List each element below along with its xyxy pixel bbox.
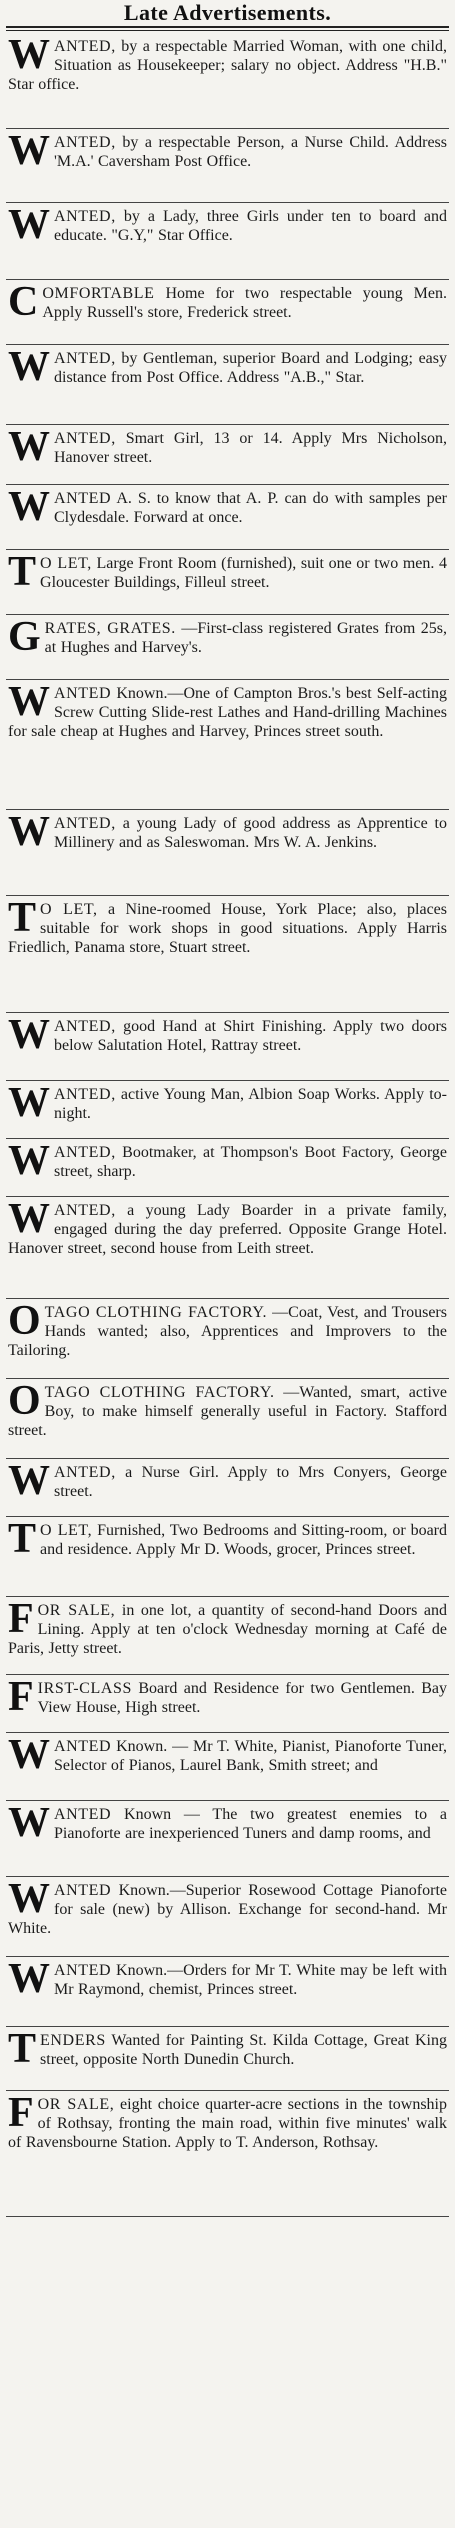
drop-cap: W [8, 1139, 50, 1184]
advertisement-lead: OR SALE, [37, 2096, 115, 2113]
advertisement-lead: OR SALE, [37, 1602, 116, 1619]
advertisement-lead: O LET, [40, 555, 92, 572]
advertisement-text [8, 680, 447, 741]
advertisement-text [8, 1597, 447, 1658]
advertisement-lead: ANTED [54, 1738, 112, 1755]
advertisement-text [8, 1877, 447, 1938]
advertisement [6, 810, 449, 896]
page-title: Late Advertisements. [123, 0, 332, 25]
advertisement-lead: ENDERS [40, 2032, 106, 2049]
advertisement-body: Wanted for Painting St. Kilda Cottage, Great King street, opposite North Dunedin Church. [40, 2032, 447, 2068]
drop-cap: W [8, 1877, 50, 1922]
advertisement [6, 1517, 449, 1597]
advertisement-body: A. S. to know that A. P. can do with samples per Clydesdale. Forward at once. [54, 490, 447, 526]
advertisement-text [8, 203, 447, 248]
drop-cap: W [8, 345, 50, 390]
advertisement [6, 1877, 449, 1957]
advertisement [6, 425, 449, 485]
advertisement-text [8, 1013, 447, 1058]
advertisement-text [8, 129, 447, 174]
advertisement [6, 1299, 449, 1379]
advertisement-text [8, 896, 447, 957]
advertisement [6, 2091, 449, 2217]
drop-cap: W [8, 1197, 50, 1242]
advertisement [6, 1801, 449, 1877]
advertisement-lead: O LET, [40, 1522, 93, 1539]
advertisement-body: Known.—One of Campton Bros.'s best Self-acting Screw Cutting Slide-rest Lathes and Hand-drilling Machines for sale cheap at Hughes and Harvey, Princes street south. [8, 685, 447, 740]
advertisement [6, 280, 449, 345]
drop-cap: G [8, 615, 41, 660]
advertisement [6, 896, 449, 1013]
advertisement-text [8, 345, 447, 390]
drop-cap: C [8, 280, 39, 325]
advertisement [6, 1081, 449, 1139]
advertisement-text [8, 1517, 447, 1562]
advertisement-body: a Nurse Girl. Apply to Mrs Conyers, George street. [54, 1464, 447, 1500]
advertisement [6, 1197, 449, 1299]
advertisement-text [8, 1139, 447, 1184]
advertisement-lead: ANTED, [54, 134, 116, 151]
advertisement-list [6, 33, 449, 2217]
advertisement-text [8, 1197, 447, 1258]
advertisement-text [8, 485, 447, 530]
advertisement-body: by a respectable Married Woman, with one child, Situation as Housekeeper; salary no object. Address "H.B." Star office. [8, 38, 447, 93]
advertisement-body: Bootmaker, at Thompson's Boot Factory, George street, sharp. [54, 1144, 447, 1180]
advertisement [6, 1013, 449, 1081]
advertisement [6, 33, 449, 129]
advertisement [6, 1957, 449, 2027]
header-divider [6, 26, 449, 31]
drop-cap: W [8, 1013, 50, 1058]
advertisement [6, 1379, 449, 1459]
advertisement-lead: ANTED [54, 1882, 112, 1899]
advertisement-lead: ANTED, [54, 38, 116, 55]
advertisement-text [8, 2091, 447, 2152]
advertisement-body: Known.—Superior Rosewood Cottage Pianoforte for sale (new) by Allison. Exchange for second-hand. Mr White. [8, 1882, 447, 1937]
advertisement-text [8, 615, 447, 660]
advertisement-lead: ANTED, [54, 1086, 116, 1103]
drop-cap: W [8, 129, 50, 174]
advertisement-lead: O LET, [40, 901, 98, 918]
advertisement-body: Board and Residence for two Gentlemen. Bay View House, High street. [37, 1680, 447, 1716]
drop-cap: T [8, 1517, 37, 1562]
advertisement-body: Home for two respectable young Men. Apply Russell's store, Frederick street. [42, 285, 447, 321]
advertisement-body: a young Lady Boarder in a private family, engaged during the day preferred. Opposite Grange Hotel. Hanover street, second house from Leith street. [8, 1202, 447, 1257]
advertisement-lead: IRST-CLASS [37, 1680, 132, 1697]
advertisement [6, 345, 449, 425]
advertisement-lead: TAGO CLOTHING FACTORY. [44, 1304, 268, 1321]
advertisement-text [8, 1957, 447, 2002]
advertisement [6, 1597, 449, 1675]
advertisement-body: by a Lady, three Girls under ten to board and educate. "G.Y," Star Office. [54, 208, 447, 244]
advertisement [6, 1459, 449, 1517]
advertisement-body: Known. — Mr T. White, Pianist, Pianoforte Tuner, Selector of Pianos, Laurel Bank, Smith street; and [54, 1738, 447, 1774]
drop-cap: W [8, 425, 50, 470]
advertisement-body: Large Front Room (furnished), suit one or two men. 4 Gloucester Buildings, Filleul street. [40, 555, 447, 591]
advertisement-lead: ANTED, [54, 430, 116, 447]
drop-cap: W [8, 1957, 50, 2002]
advertisement-lead: ANTED, [54, 1202, 116, 1219]
advertisement-text [8, 1379, 447, 1440]
advertisement-body: by a respectable Person, a Nurse Child. Address 'M.A.' Caversham Post Office. [54, 134, 447, 170]
advertisement-lead: ANTED [54, 490, 112, 507]
drop-cap: O [8, 1299, 41, 1344]
advertisement-body: by Gentleman, superior Board and Lodging; easy distance from Post Office. Address "A.B.," Star. [54, 350, 447, 386]
drop-cap: F [8, 1675, 34, 1720]
advertisement-body: —First-class registered Grates from 25s, at Hughes and Harvey's. [44, 620, 447, 656]
advertisement [6, 2027, 449, 2091]
advertisement-text [8, 1299, 447, 1360]
advertisement-text [8, 1675, 447, 1720]
advertisement-text [8, 425, 447, 470]
advertisement-body: good Hand at Shirt Finishing. Apply two doors below Salutation Hotel, Rattray street. [54, 1018, 447, 1054]
advertisement-lead: ANTED, [54, 350, 116, 367]
advertisement-lead: ANTED [54, 1806, 112, 1823]
advertisement-text [8, 810, 447, 855]
advertisement-lead: OMFORTABLE [42, 285, 155, 302]
advertisement-body: Smart Girl, 13 or 14. Apply Mrs Nicholson, Hanover street. [54, 430, 447, 466]
advertisement-body: a Nine-roomed House, York Place; also, places suitable for work shops in good situations. Apply Harris Friedlich, Panama store, Stuart street. [8, 901, 447, 956]
advertisement [6, 1733, 449, 1801]
advertisement-body: —Coat, Vest, and Trousers Hands wanted; also, Apprentices and Improvers to the Tailoring. [8, 1304, 447, 1359]
advertisement [6, 1675, 449, 1733]
advertisement-text [8, 550, 447, 595]
advertisement-lead: ANTED [54, 1962, 112, 1979]
advertisement [6, 203, 449, 280]
advertisement-text [8, 280, 447, 325]
advertisement-body: in one lot, a quantity of second-hand Doors and Lining. Apply at ten o'clock Wednesday morning at Café de Paris, Jetty street. [8, 1602, 447, 1657]
advertisement [6, 680, 449, 810]
drop-cap: W [8, 680, 50, 725]
advertisement [6, 1139, 449, 1197]
drop-cap: W [8, 1801, 50, 1846]
drop-cap: O [8, 1379, 41, 1424]
drop-cap: F [8, 1597, 34, 1642]
advertisement-text [8, 1081, 447, 1126]
advertisement-lead: RATES, GRATES. [44, 620, 176, 637]
advertisement-lead: ANTED, [54, 1144, 116, 1161]
advertisement [6, 615, 449, 680]
drop-cap: W [8, 485, 50, 530]
advertisement-text [8, 1459, 447, 1504]
advertisement-text [8, 1733, 447, 1778]
advertisement-body: a young Lady of good address as Apprentice to Millinery and as Saleswoman. Mrs W. A. Jenkins. [54, 815, 447, 851]
advertisement [6, 550, 449, 615]
advertisement-text [8, 2027, 447, 2072]
advertisement-lead: ANTED, [54, 1018, 116, 1035]
advertisement-body: Furnished, Two Bedrooms and Sitting-room, or board and residence. Apply Mr D. Woods, grocer, Princes street. [40, 1522, 447, 1558]
drop-cap: W [8, 1733, 50, 1778]
drop-cap: F [8, 2091, 34, 2136]
advertisement-text [8, 33, 447, 94]
advertisement-lead: ANTED [54, 685, 112, 702]
advertisement-body: eight choice quarter-acre sections in the township of Rothsay, fronting the main road, within five minutes' walk of Ravensbourne Station. Apply to T. Anderson, Rothsay. [8, 2096, 447, 2151]
drop-cap: T [8, 896, 37, 941]
advertisement-lead: ANTED, [54, 1464, 116, 1481]
advertisement-body: —Wanted, smart, active Boy, to make himself generally useful in Factory. Stafford street. [8, 1384, 447, 1439]
advertisement-body: Known — The two greatest enemies to a Pianoforte are inexperienced Tuners and damp rooms, and [54, 1806, 447, 1842]
drop-cap: T [8, 550, 37, 595]
drop-cap: T [8, 2027, 37, 2072]
drop-cap: W [8, 1459, 50, 1504]
advertisement [6, 129, 449, 203]
drop-cap: W [8, 203, 50, 248]
advertisement-lead: ANTED, [54, 208, 116, 225]
advertisement [6, 485, 449, 550]
advertisement-lead: ANTED, [54, 815, 116, 832]
drop-cap: W [8, 1081, 50, 1126]
drop-cap: W [8, 810, 50, 855]
advertisement-body: Known.—Orders for Mr T. White may be left with Mr Raymond, chemist, Princes street. [54, 1962, 447, 1998]
advertisement-body: active Young Man, Albion Soap Works. Apply to-night. [54, 1086, 447, 1122]
advertisement-text [8, 1801, 447, 1846]
drop-cap: W [8, 33, 50, 78]
advertisement-lead: TAGO CLOTHING FACTORY. [44, 1384, 275, 1401]
